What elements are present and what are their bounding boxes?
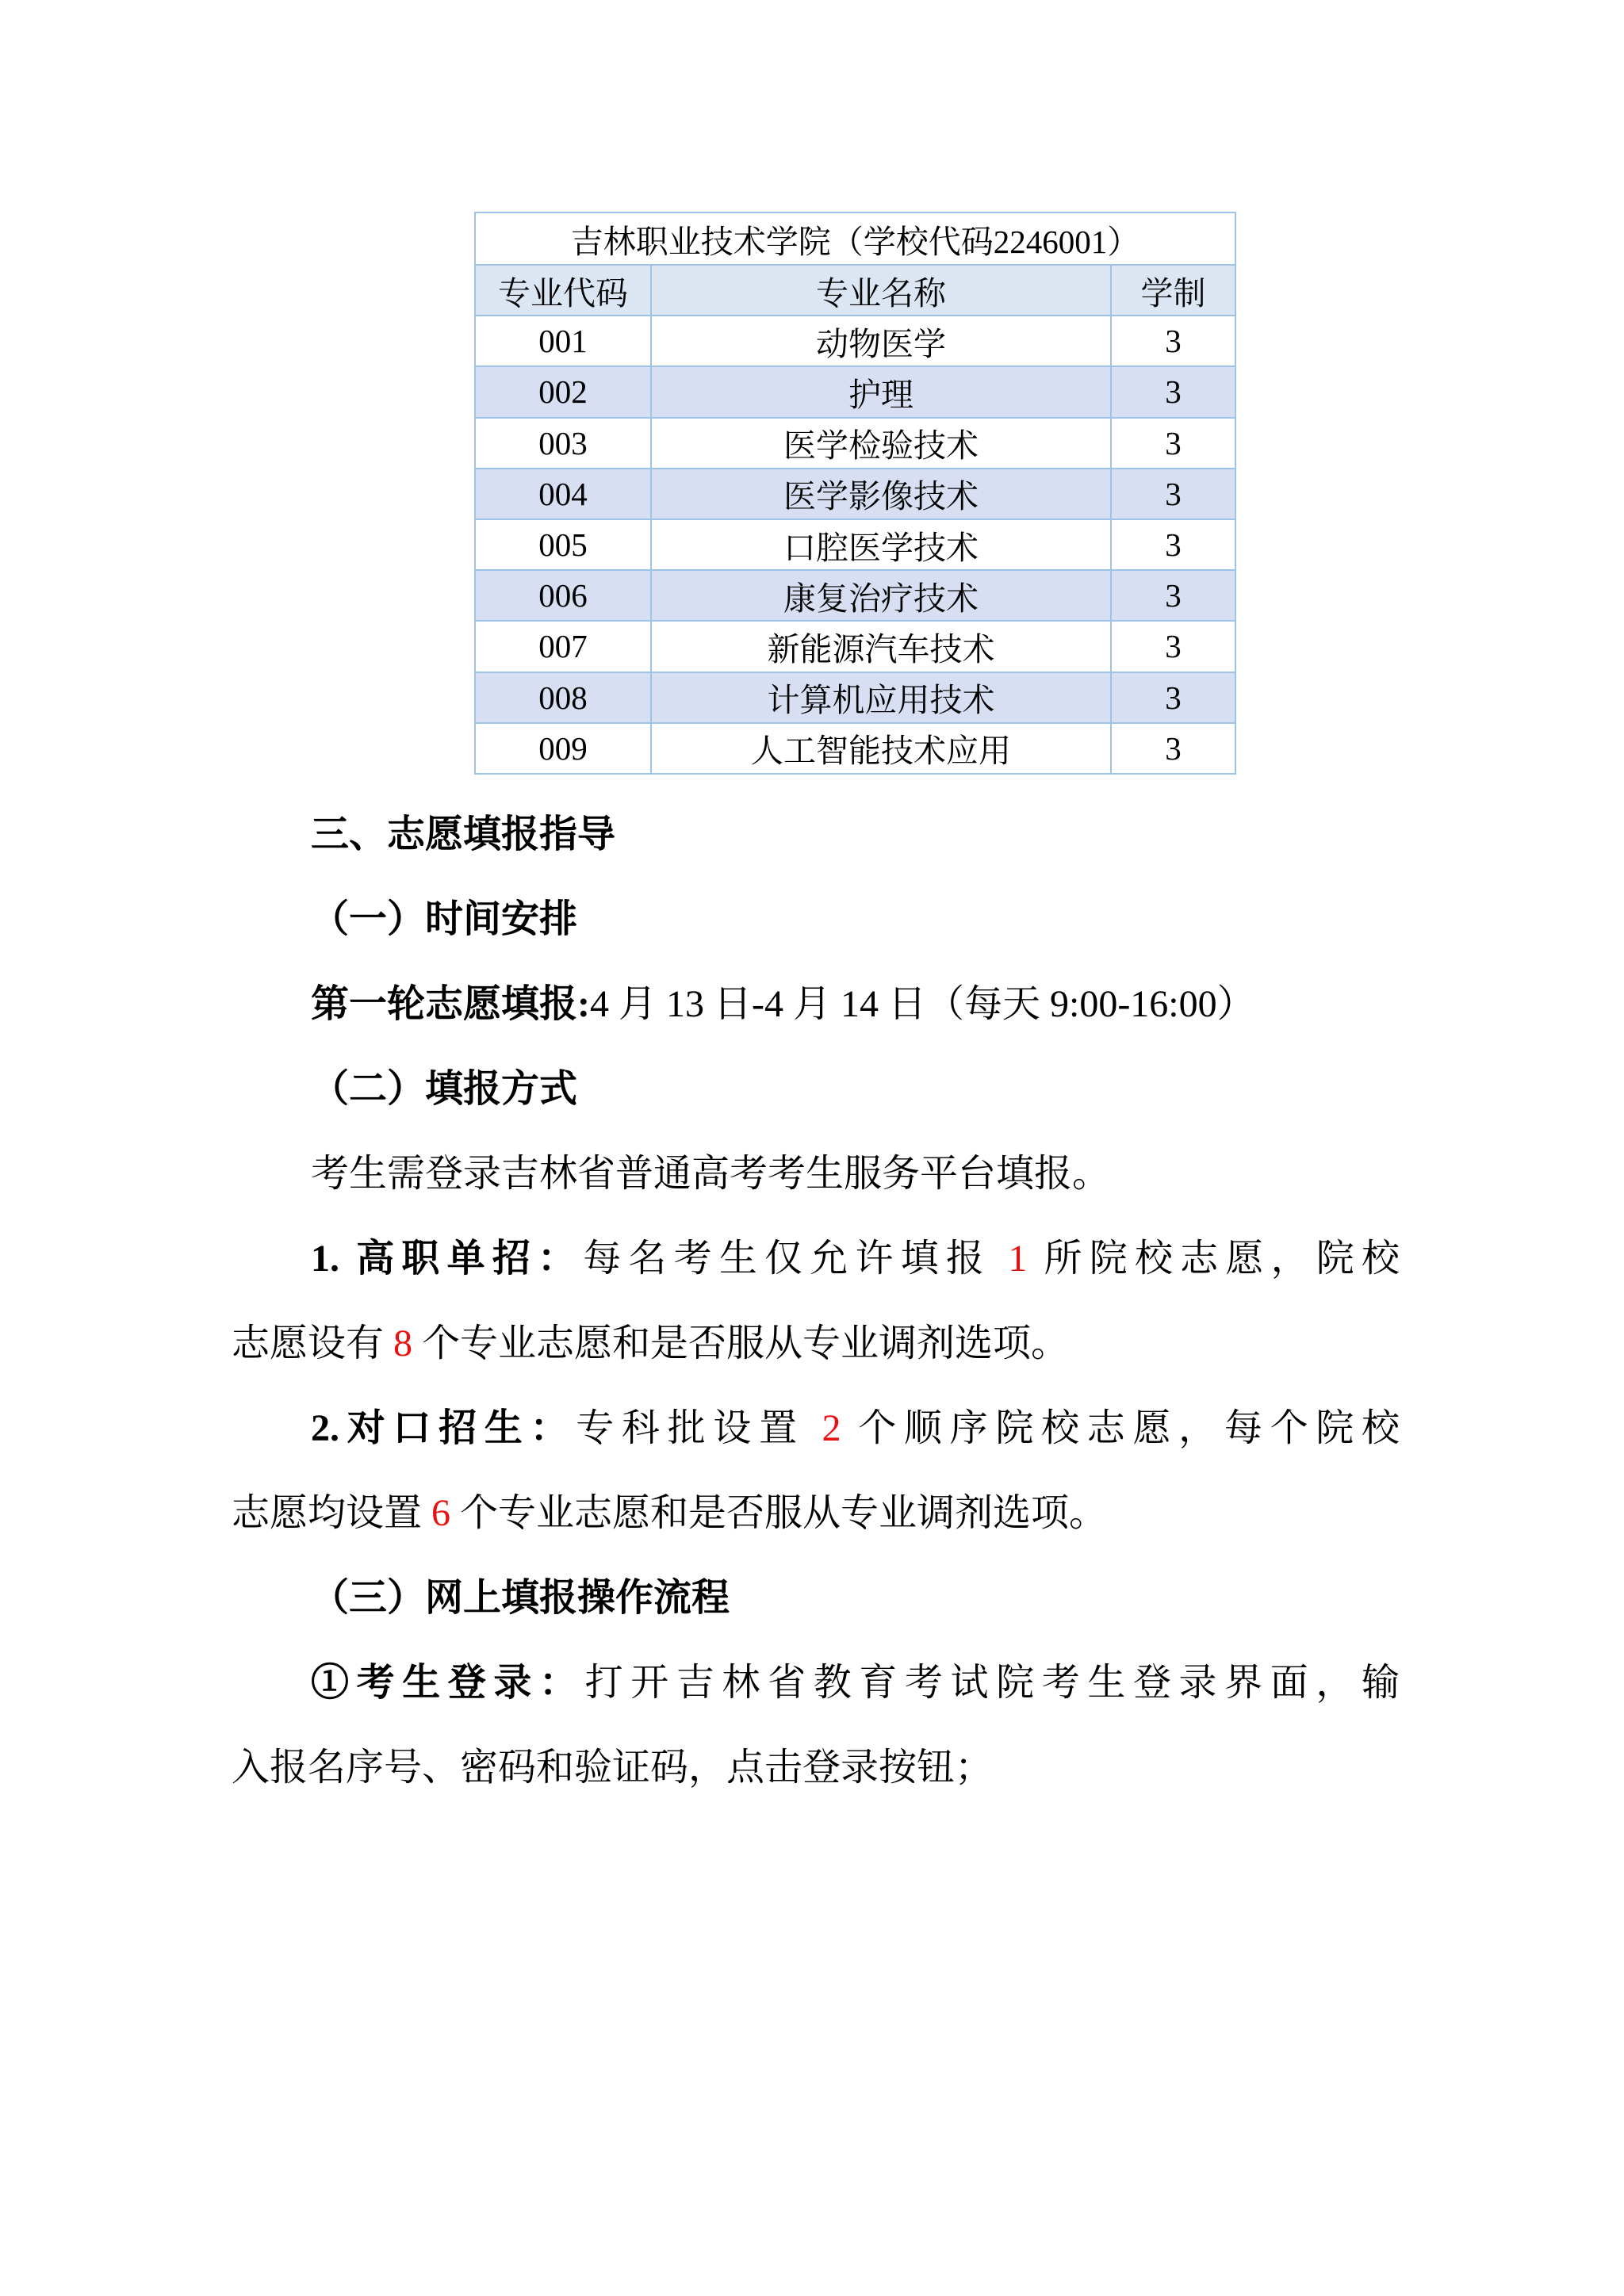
cell-major-code: 007 [475,621,651,672]
table-row [475,469,1235,519]
table-title-row [475,212,1235,265]
body-text: 志愿均设置 [232,1492,432,1534]
table-row [475,570,1235,621]
cell-major-name: 人工智能技术应用 [651,723,1111,774]
cell-duration: 3 [1111,418,1235,469]
body-text: 专科批设置 [576,1407,822,1449]
admission-majors-table [474,212,1236,775]
body-text: 个专业志愿和是否服从专业调剂选项。 [412,1322,1070,1364]
cell-major-code: 008 [475,672,651,723]
cell-duration: 3 [1111,316,1235,366]
highlight-number: 8 [393,1322,413,1364]
document-body [232,792,1400,1810]
body-text: 入报名序号、密码和验证码，点击登录按钮； [232,1747,994,1789]
heading-text: 三、志愿填报指导 [311,813,616,855]
heading-text: （二）填报方式 [311,1068,578,1110]
body-text: 每名考生仅允许填报 [583,1238,1009,1280]
cell-major-code: 006 [475,570,651,621]
gaozhi-line-2 [232,1301,1400,1386]
item-label: 2.对口招生： [311,1407,576,1449]
highlight-number: 2 [822,1407,841,1449]
col-header-major-code: 专业代码 [475,265,651,316]
cell-major-code: 001 [475,316,651,366]
subsection-heading-process [232,1556,1400,1640]
cell-major-code: 002 [475,366,651,417]
login-line-1 [232,1640,1400,1725]
subsection-heading-method [232,1047,1400,1131]
cell-major-code: 003 [475,418,651,469]
highlight-number: 1 [1008,1238,1028,1280]
cell-duration: 3 [1111,366,1235,417]
cell-major-name: 动物医学 [651,316,1111,366]
cell-major-name: 新能源汽车技术 [651,621,1111,672]
cell-major-name: 计算机应用技术 [651,672,1111,723]
table-header-row [475,265,1235,316]
cell-major-name: 医学影像技术 [651,469,1111,519]
table-row [475,316,1235,366]
login-line-2 [232,1725,1400,1810]
cell-duration: 3 [1111,723,1235,774]
section-heading-3 [232,792,1400,877]
cell-duration: 3 [1111,672,1235,723]
body-text: 个专业志愿和是否服从专业调剂选项。 [450,1492,1108,1534]
cell-major-code: 009 [475,723,651,774]
cell-major-name: 康复治疗技术 [651,570,1111,621]
body-text: 个顺序院校志愿，每个院校 [841,1407,1400,1449]
cell-duration: 3 [1111,621,1235,672]
col-header-major-name: 专业名称 [651,265,1111,316]
item-label: 1. 高职单招： [311,1238,584,1280]
cell-duration: 3 [1111,519,1235,570]
step-label: ①考生登录： [311,1662,585,1704]
body-text: 考生需登录吉林省普通高考考生服务平台填报。 [311,1153,1111,1195]
schedule-line [232,962,1400,1047]
duikou-line-2 [232,1471,1400,1556]
platform-line [232,1131,1400,1216]
highlight-number: 6 [431,1492,451,1534]
cell-major-name: 护理 [651,366,1111,417]
cell-major-code: 004 [475,469,651,519]
heading-text: （一）时间安排 [311,898,578,940]
table-row [475,621,1235,672]
table-title: 吉林职业技术学院（学校代码2246001） [475,212,1235,265]
body-text: 打开吉林省教育考试院考生登录界面，输 [584,1662,1400,1704]
cell-major-code: 005 [475,519,651,570]
subsection-heading-time [232,877,1400,962]
duikou-line-1 [232,1386,1400,1471]
schedule-label: 第一轮志愿填报: [311,983,590,1025]
schedule-dates: 4 月 13 日-4 月 14 日（每天 9:00-16:00） [590,983,1255,1025]
cell-duration: 3 [1111,570,1235,621]
table-row [475,519,1235,570]
body-text: 所院校志愿，院校 [1027,1238,1400,1280]
gaozhi-line-1 [232,1216,1400,1301]
table-row [475,723,1235,774]
cell-major-name: 医学检验技术 [651,418,1111,469]
col-header-duration: 学制 [1111,265,1235,316]
table-row [475,672,1235,723]
heading-text: （三）网上填报操作流程 [311,1577,730,1619]
cell-duration: 3 [1111,469,1235,519]
cell-major-name: 口腔医学技术 [651,519,1111,570]
body-text: 志愿设有 [232,1322,394,1364]
table-row [475,418,1235,469]
table-row [475,366,1235,417]
